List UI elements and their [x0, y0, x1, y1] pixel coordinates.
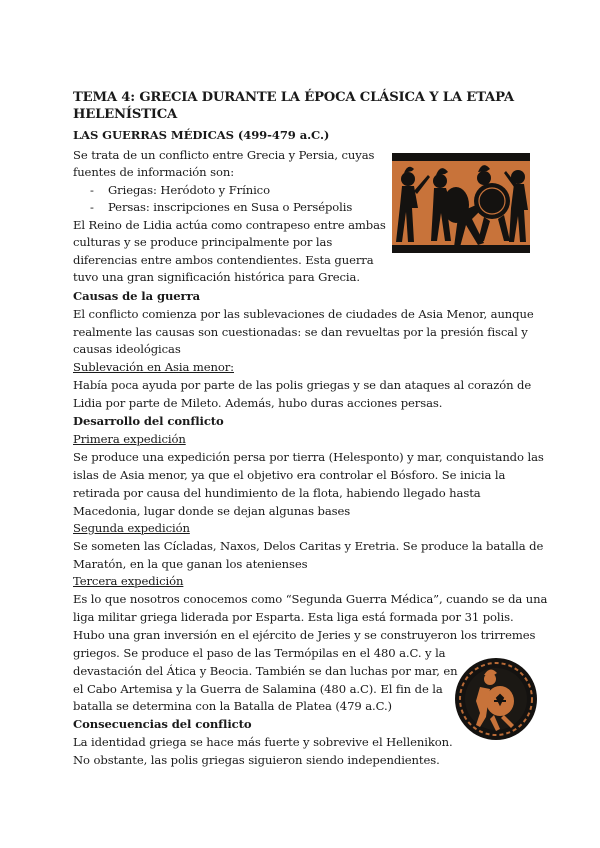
doc-title-line-2: HELENÍSTICA	[73, 107, 178, 122]
paragraph-line: islas de Asia menor, ya que el objetivo era controlar el Bósforo. Se inicia la	[73, 468, 506, 482]
sub-heading-tercera: Tercera expedición	[73, 574, 184, 588]
sub-heading-segunda: Segunda expedición	[73, 521, 190, 535]
bullet-item: Persas: inscripciones en Susa o Persépolis	[108, 200, 353, 214]
paragraph-line: causas ideológicas	[73, 342, 181, 356]
paragraph-line: devastación del Ática y Beocia. También se dan luchas por mar, en	[73, 664, 458, 678]
paragraph-line: tuvo una gran significación histórica para Grecia.	[73, 270, 360, 284]
paragraph-line: La identidad griega se hace más fuerte y sobrevive el Hellenikon.	[73, 735, 453, 749]
bullet-item: Griegas: Heródoto y Frínico	[108, 183, 270, 197]
paragraph-line: Había poca ayuda por parte de las polis griegas y se dan ataques al corazón de	[73, 378, 532, 392]
paragraph-line: retirada por causa del hundimiento de la flota, habiendo llegado hasta	[73, 486, 481, 500]
paragraph-line: Se trata de un conflicto entre Grecia y Persia, cuyas	[73, 148, 375, 162]
paragraph-line: fuentes de información son:	[73, 165, 235, 179]
paragraph-line: griegos. Se produce el paso de las Termópilas en el 480 a.C. y la	[73, 646, 446, 660]
paragraph-line: El conflicto comienza por las sublevaciones de ciudades de Asia Menor, aunque	[73, 307, 534, 321]
paragraph-line: Se someten las Cícladas, Naxos, Delos Caritas y Eretria. Se produce la batalla de	[73, 539, 544, 553]
paragraph-line: culturas y se produce principalmente por las	[73, 235, 333, 249]
paragraph-line: Hubo una gran inversión en el ejército de Jeries y se construyeron los trirremes	[73, 628, 536, 642]
doc-title-line-1: TEMA 4: GRECIA DURANTE LA ÉPOCA CLÁSICA Y LA ETAPA	[73, 90, 514, 105]
section-heading-guerras: LAS GUERRAS MÉDICAS (499-479 a.C.)	[73, 128, 330, 142]
greek-vase-warriors-image	[392, 153, 530, 253]
paragraph-line: realmente las causas son cuestionadas: se dan revueltas por la presión fiscal y	[73, 325, 528, 339]
paragraph-line: Lidia por parte de Mileto. Además, hubo duras acciones persas.	[73, 396, 443, 410]
paragraph-line: Es lo que nosotros conocemos como “Segunda Guerra Médica”, cuando se da una	[73, 592, 548, 606]
paragraph-line: Maratón, en la que ganan los atenienses	[73, 557, 308, 571]
paragraph-line: No obstante, las polis griegas siguieron siendo independientes.	[73, 753, 440, 767]
section-heading-consecuencias: Consecuencias del conflicto	[73, 717, 252, 731]
paragraph-line: liga militar griega liderada por Esparta. Esta liga está formada por 31 polis.	[73, 610, 514, 624]
paragraph-line: Macedonia, lugar donde se dejan algunas bases	[73, 504, 351, 518]
bullet-dash: -	[90, 200, 94, 214]
paragraph-line: diferencias entre ambos contendientes. Esta guerra	[73, 253, 374, 267]
paragraph-line: Se produce una expedición persa por tierra (Helesponto) y mar, conquistando las	[73, 450, 544, 464]
paragraph-line: El Reino de Lidia actúa como contrapeso entre ambas	[73, 218, 386, 232]
sub-heading-primera: Primera expedición	[73, 432, 186, 446]
paragraph-line: el Cabo Artemisa y la Guerra de Salamina (480 a.C). El fin de la	[73, 682, 443, 696]
bullet-dash: -	[90, 183, 94, 197]
paragraph-line: batalla se determina con la Batalla de Platea (479 a.C.)	[73, 699, 392, 713]
greek-kylix-tondo-image	[454, 657, 538, 741]
section-heading-desarrollo: Desarrollo del conflicto	[73, 414, 224, 428]
section-heading-causas: Causas de la guerra	[73, 289, 200, 303]
sub-heading-sublevacion: Sublevación en Asia menor:	[73, 360, 234, 374]
